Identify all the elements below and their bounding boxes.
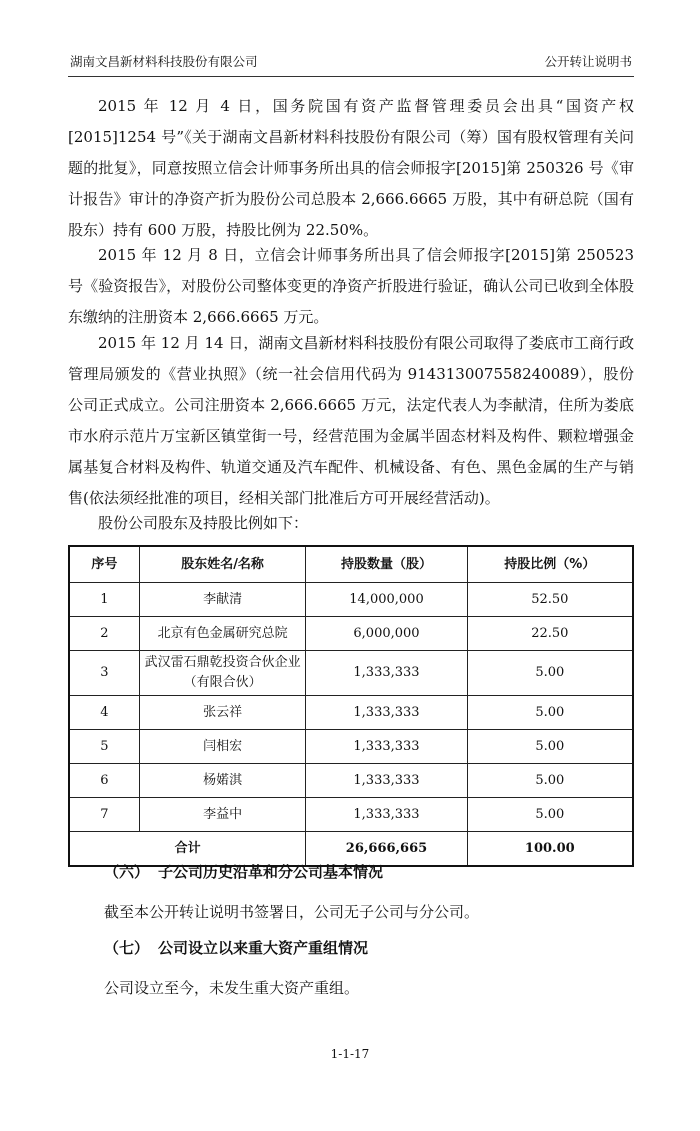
cell-no: 5 [69, 730, 139, 764]
table-row [69, 651, 633, 696]
cell-no: 4 [69, 696, 139, 730]
cell-shares: 1,333,333 [306, 798, 467, 832]
cell-name: 张云祥 [139, 696, 306, 730]
header-cell-no: 序号 [69, 546, 139, 583]
table-row [69, 583, 633, 617]
section-7-body: 公司设立至今，未发生重大资产重组。 [104, 979, 360, 997]
section-6-title: 子公司历史沿革和分公司基本情况 [158, 863, 384, 881]
table-row [69, 617, 633, 651]
cell-shares: 1,333,333 [306, 696, 467, 730]
paragraph-table-intro: 股份公司股东及持股比例如下： [98, 514, 309, 532]
table-header-row [69, 546, 633, 583]
header-cell-ratio: 持股比例（%） [467, 546, 633, 583]
cell-name: 杨婼淇 [139, 764, 306, 798]
table-row [69, 730, 633, 764]
page-header [68, 50, 634, 77]
paragraph-capital-verification: 2015 年 12 月 8 日，立信会计师事务所出具了信会师报字[2015]第 250523 号《验资报告》，对股份公司整体变更的净资产折股进行验证，确认公司已收到全体股东缴纳的注册资本 2,666.6665 万元。 [68, 246, 634, 326]
cell-name: 李献清 [139, 583, 306, 617]
cell-shares: 1,333,333 [306, 730, 467, 764]
cell-name: 武汉雷石鼎乾投资合伙企业（有限合伙） [139, 651, 306, 696]
cell-ratio: 5.00 [467, 764, 633, 798]
cell-name: 闫相宏 [139, 730, 306, 764]
cell-name: 李益中 [139, 798, 306, 832]
cell-ratio: 5.00 [467, 730, 633, 764]
paragraph-sasac-approval: 2015 年 12 月 4 日，国务院国有资产监督管理委员会出具“国资产权[2015]1254 号”《关于湖南文昌新材料科技股份有限公司（筹）国有股权管理有关问题的批复》，同意按照立信会计师事务所出具的信会师报字[2015]第 250326 号《审计报告》审计的净资产折为股份公司总股本 2,666.6665 万股，其中有研总院（国有股东）持有 600 万股，持股比例为 22.50%。 [68, 97, 634, 239]
cell-shares: 6,000,000 [306, 617, 467, 651]
cell-ratio: 5.00 [467, 798, 633, 832]
cell-shares: 1,333,333 [306, 651, 467, 696]
header-cell-shares: 持股数量（股） [306, 546, 467, 583]
section-6-body: 截至本公开转让说明书签署日，公司无子公司与分公司。 [104, 903, 480, 921]
header-doc-type: 公开转让说明书 [544, 54, 632, 69]
total-label: 合计 [69, 832, 306, 867]
table-row [69, 798, 633, 832]
cell-no: 1 [69, 583, 139, 617]
table-row [69, 764, 633, 798]
paragraph-business-license: 2015 年 12 月 14 日，湖南文昌新材料科技股份有限公司取得了娄底市工商行政管理局颁发的《营业执照》（统一社会信用代码为 914313007558240089），股份公司正式成立。公司注册资本 2,666.6665 万元，法定代表人为李献清，住所为娄底市水府示范片万宝新区镇堂街一号，经营范围为金属半固态材料及构件、颗粒增强金属基复合材料及构件、轨道交通及汽车配件、机械设备、有色、黑色金属的生产与销售(依法须经批准的项目，经相关部门批准后方可开展经营活动)。 [68, 334, 634, 507]
cell-ratio: 52.50 [467, 583, 633, 617]
section-7-heading [104, 936, 368, 960]
shareholder-table [68, 545, 634, 867]
cell-name: 北京有色金属研究总院 [139, 617, 306, 651]
cell-shares: 14,000,000 [306, 583, 467, 617]
page-number: 1-1-17 [330, 1047, 370, 1061]
cell-no: 2 [69, 617, 139, 651]
cell-shares: 1,333,333 [306, 764, 467, 798]
cell-no: 6 [69, 764, 139, 798]
cell-ratio: 22.50 [467, 617, 633, 651]
total-ratio: 100.00 [467, 832, 633, 867]
total-shares: 26,666,665 [306, 832, 467, 867]
cell-no: 7 [69, 798, 139, 832]
cell-ratio: 5.00 [467, 651, 633, 696]
section-6-heading [104, 860, 383, 884]
section-7-number: （七） [104, 939, 150, 957]
header-cell-name: 股东姓名/名称 [139, 546, 306, 583]
table-row [69, 696, 633, 730]
cell-ratio: 5.00 [467, 696, 633, 730]
section-7-title: 公司设立以来重大资产重组情况 [158, 939, 369, 957]
section-6-number: （六） [104, 863, 150, 881]
header-company: 湖南文昌新材料科技股份有限公司 [70, 54, 258, 69]
cell-no: 3 [69, 651, 139, 696]
